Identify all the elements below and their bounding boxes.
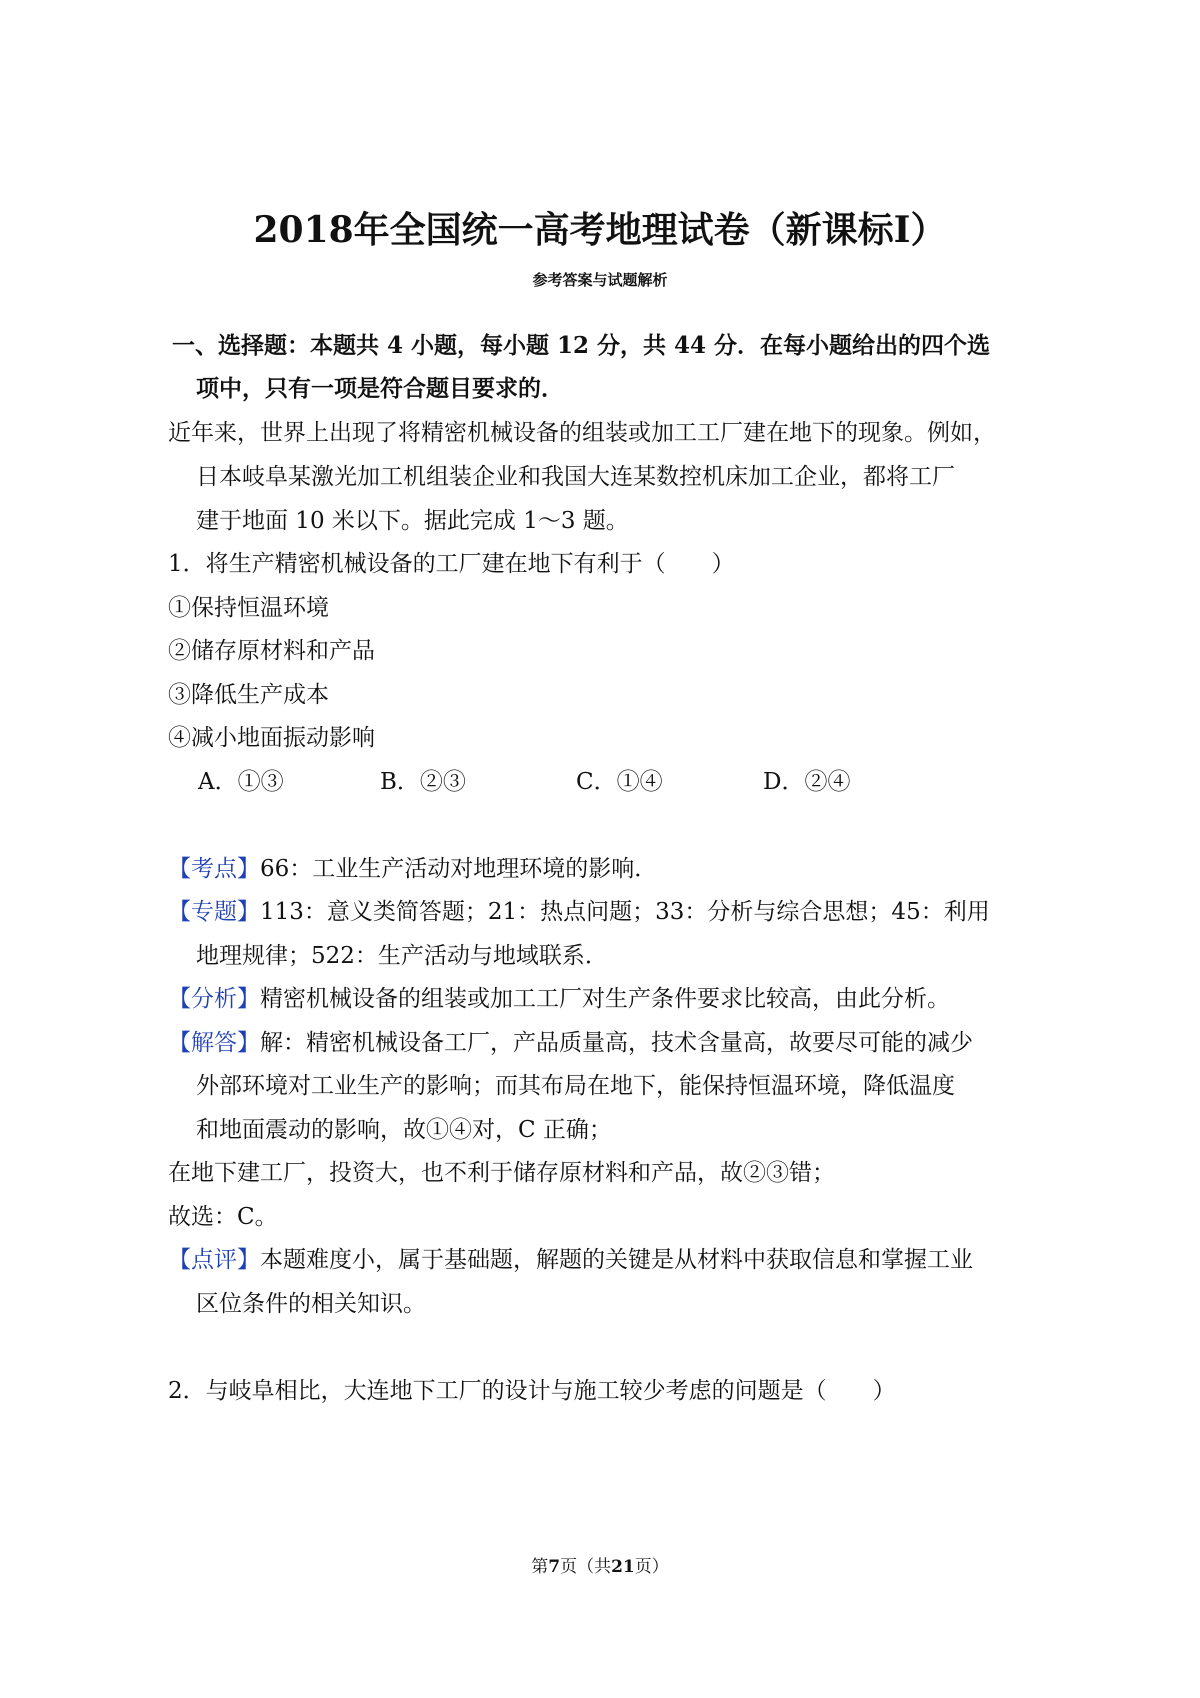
section-heading-cont: 项中，只有一项是符合题目要求的． [196, 375, 564, 402]
dianping-tag: 【点评】 [168, 1247, 260, 1273]
zhuanti-line [168, 897, 990, 927]
question-1-item: ②储存原材料和产品 [168, 638, 375, 664]
passage-line: 近年来，世界上出现了将精密机械设备的组装或加工工厂建在地下的现象。例如， [168, 420, 996, 446]
question-1-item: ③降低生产成本 [168, 682, 329, 708]
kaodian-line [168, 854, 657, 884]
option-a: A．①③ [198, 769, 284, 795]
question-1-item: ①保持恒温环境 [168, 595, 329, 621]
question-1-stem: 1．将生产精密机械设备的工厂建在地下有利于（ ） [168, 551, 735, 577]
option-c: C．①④ [576, 769, 663, 795]
jieda-text-cont: 外部环境对工业生产的影响；而其布局在地下，能保持恒温环境，降低温度 [196, 1073, 955, 1099]
option-b: B．②③ [380, 769, 466, 795]
section-heading: 一、选择题：本题共 4 小题，每小题 12 分，共 44 分．在每小题给出的四个选 [172, 332, 991, 359]
fenxi-tag: 【分析】 [168, 986, 260, 1012]
zhuanti-tag: 【专题】 [168, 899, 260, 925]
fenxi-line [168, 984, 950, 1014]
passage-line: 建于地面 10 米以下。据此完成 1～3 题。 [196, 508, 629, 534]
footer-prefix: 第 [531, 1557, 549, 1577]
question-2-stem: 2．与岐阜相比，大连地下工厂的设计与施工较少考虑的问题是（ ） [168, 1378, 896, 1404]
footer-suffix: 页） [634, 1557, 669, 1577]
zhuanti-text-cont: 地理规律；522：生产活动与地域联系． [196, 943, 608, 969]
jieda-text-cont: 在地下建工厂，投资大，也不利于储存原材料和产品，故②③错； [168, 1160, 835, 1186]
jieda-text: 解：精密机械设备工厂，产品质量高，技术含量高，故要尽可能的减少 [260, 1030, 973, 1056]
zhuanti-text: 113：意义类简答题；21：热点问题；33：分析与综合思想；45：利用 [260, 899, 990, 925]
option-d: D．②④ [763, 769, 851, 795]
footer-page-number: 7 [548, 1557, 561, 1577]
dianping-text: 本题难度小，属于基础题，解题的关键是从材料中获取信息和掌握工业 [260, 1247, 973, 1273]
jieda-line [168, 1028, 973, 1058]
dianping-line [168, 1245, 973, 1275]
jieda-answer: 故选：C。 [168, 1204, 278, 1230]
page-subtitle: 参考答案与试题解析 [532, 271, 668, 289]
page-footer [0, 1556, 1200, 1578]
kaodian-tag: 【考点】 [168, 856, 260, 882]
footer-mid: 页（共 [560, 1557, 612, 1577]
passage-line: 日本岐阜某激光加工机组装企业和我国大连某数控机床加工企业，都将工厂 [196, 464, 955, 490]
jieda-text-cont: 和地面震动的影响，故①④对，C 正确； [196, 1117, 612, 1143]
dianping-text-cont: 区位条件的相关知识。 [196, 1291, 426, 1317]
page-title: 2018年全国统一高考地理试卷（新课标Ⅰ） [253, 209, 947, 251]
footer-total-pages: 21 [611, 1557, 635, 1577]
kaodian-text: 66：工业生产活动对地理环境的影响． [260, 856, 658, 882]
fenxi-text: 精密机械设备的组装或加工工厂对生产条件要求比较高，由此分析。 [260, 986, 950, 1012]
question-1-item: ④减小地面振动影响 [168, 725, 375, 751]
jieda-tag: 【解答】 [168, 1030, 260, 1056]
